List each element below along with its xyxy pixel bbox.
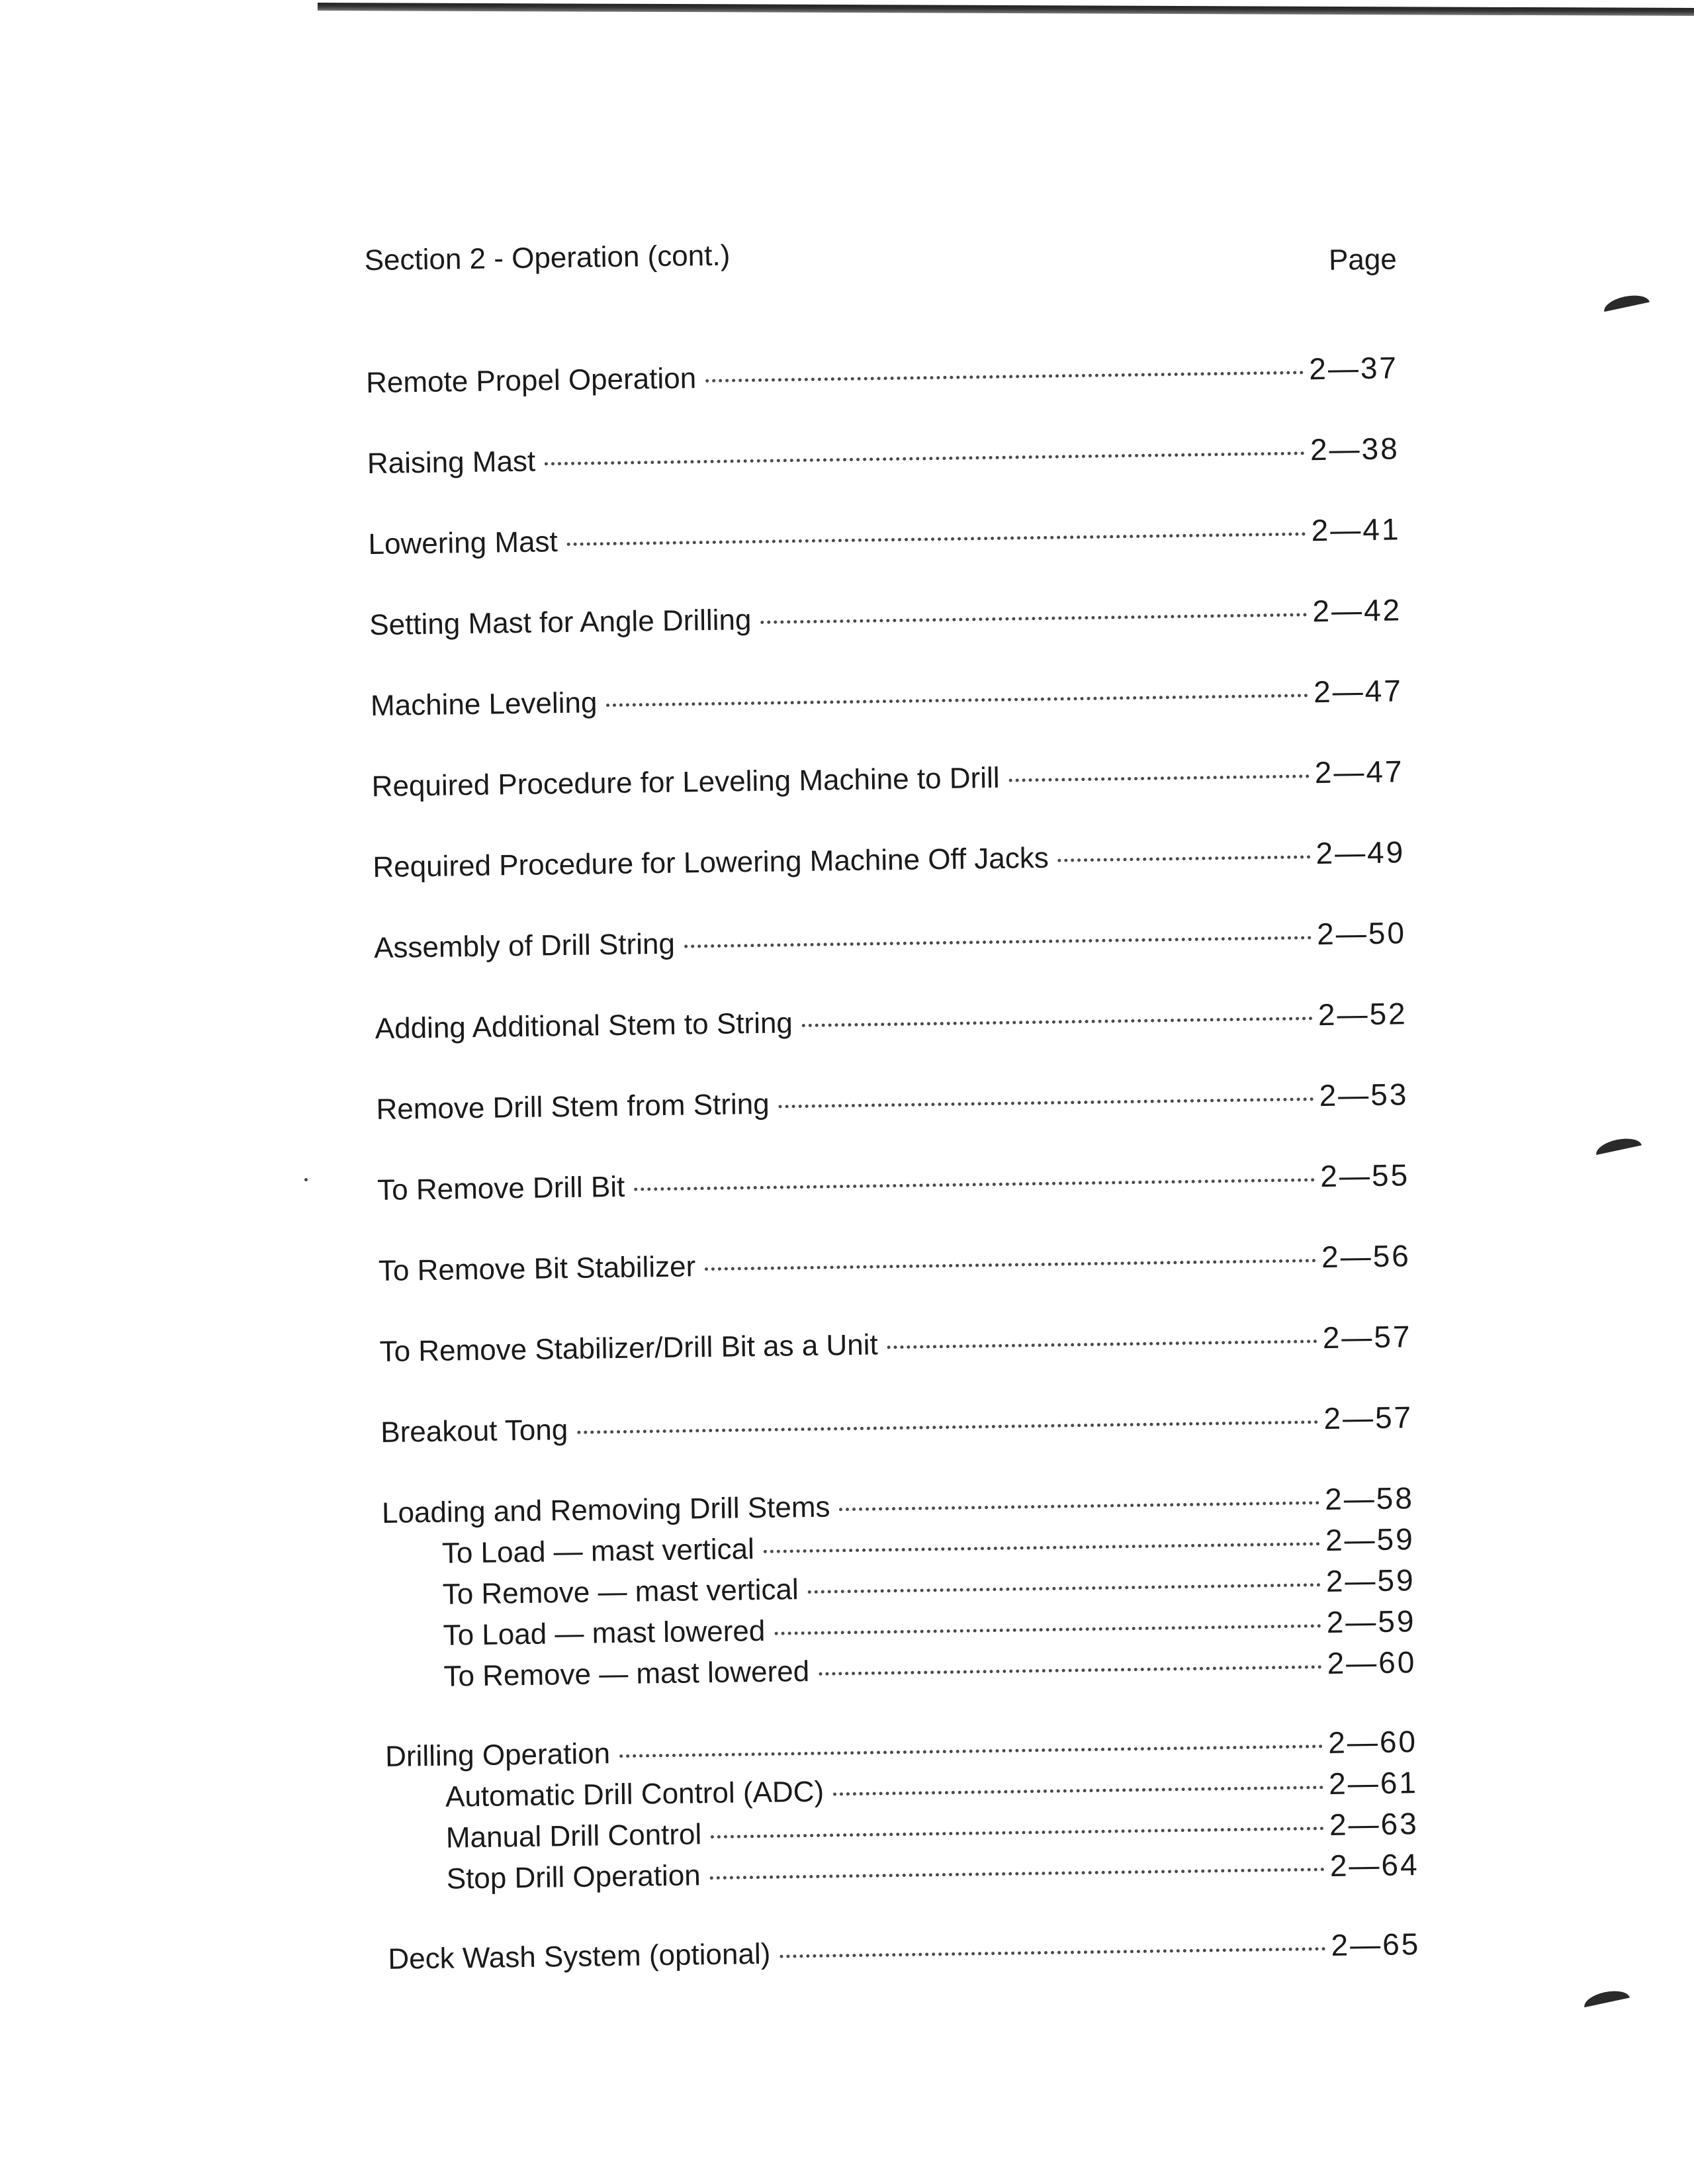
toc-entry-title: Automatic Drill Control (ADC) — [445, 1775, 825, 1813]
toc-entry-page: 2—37 — [1308, 350, 1399, 387]
toc-entry-title: Lowering Mast — [368, 525, 558, 561]
toc-entry-page: 2—60 — [1327, 1724, 1418, 1760]
toc-entry-page: 2—42 — [1312, 592, 1402, 629]
toc-entry-page: 2—60 — [1327, 1645, 1417, 1681]
toc-entry — [331, 670, 1404, 727]
toc-entry-page: 2—49 — [1315, 835, 1405, 871]
toc-entry — [339, 1316, 1412, 1373]
dot-leader — [760, 613, 1307, 624]
toc-entry-page: 2—41 — [1311, 512, 1401, 548]
toc-entry — [333, 832, 1405, 888]
scan-speck — [304, 1178, 308, 1181]
toc-entry-page: 2—59 — [1325, 1563, 1415, 1599]
toc-entry-page: 2—55 — [1319, 1158, 1410, 1194]
dot-leader — [1009, 774, 1310, 782]
dot-leader — [606, 694, 1308, 707]
toc-entry-title: Deck Wash System (optional) — [388, 1937, 771, 1976]
toc-entry-title: Manual Drill Control — [445, 1818, 702, 1854]
toc-entry-title: Adding Additional Stem to String — [375, 1007, 793, 1046]
dot-leader — [545, 451, 1305, 465]
toc-entry-title: Required Procedure for Leveling Machine to Drill — [371, 761, 1000, 803]
scan-border-line — [318, 3, 1694, 16]
toc-entry-title: Setting Mast for Angle Drilling — [369, 604, 752, 642]
toc-entry-page: 2—47 — [1313, 673, 1404, 709]
toc-entry-page: 2—57 — [1322, 1319, 1412, 1355]
dot-leader — [705, 371, 1304, 383]
toc-entry — [337, 1155, 1410, 1211]
dot-leader — [802, 1017, 1313, 1027]
toc-entry-page: 2—64 — [1329, 1847, 1419, 1884]
toc-entry-title: To Remove Bit Stabilizer — [378, 1250, 696, 1288]
toc-entry-title: Required Procedure for Lowering Machine Off Jacks — [373, 841, 1049, 884]
toc-entries — [326, 347, 1421, 1979]
dot-leader — [705, 1259, 1316, 1271]
dot-leader — [577, 1420, 1318, 1434]
toc-entry-page: 2—58 — [1324, 1480, 1415, 1517]
dot-leader — [619, 1745, 1323, 1758]
toc-entry — [332, 751, 1404, 807]
dot-leader — [764, 1542, 1320, 1553]
toc-entry — [341, 1397, 1413, 1453]
toc-entry — [328, 509, 1401, 565]
toc-entry-page: 2—63 — [1329, 1806, 1419, 1843]
dot-leader — [780, 1947, 1325, 1958]
toc-entry-page: 2—56 — [1321, 1238, 1411, 1275]
toc-entry — [335, 993, 1407, 1050]
toc-entry-title: Drilling Operation — [384, 1737, 611, 1773]
binder-hole-mark — [1594, 1135, 1642, 1155]
toc-entry — [327, 428, 1400, 484]
toc-entry — [330, 590, 1402, 646]
toc-header — [324, 216, 1398, 324]
toc-entry-title: Remove Drill Stem from String — [376, 1087, 770, 1126]
dot-leader — [711, 1827, 1324, 1839]
toc-entry-title: To Load — mast vertical — [441, 1533, 755, 1570]
toc-entry — [339, 1236, 1411, 1292]
toc-entry-page: 2—57 — [1323, 1400, 1413, 1436]
toc-entry-title: Stop Drill Operation — [446, 1859, 701, 1895]
toc-entry-title: Assembly of Drill String — [373, 927, 676, 965]
dot-leader — [1058, 855, 1311, 862]
toc-entry — [348, 1924, 1421, 1980]
dot-leader — [774, 1624, 1321, 1635]
toc-entry-page: 2—61 — [1328, 1765, 1419, 1801]
toc-entry-title: To Load — mast lowered — [443, 1614, 766, 1652]
toc-entry — [336, 1074, 1409, 1130]
toc-entry-title: Raising Mast — [367, 445, 536, 480]
binder-hole-mark — [1602, 292, 1650, 312]
toc-entry-title: To Remove — mast vertical — [442, 1573, 799, 1611]
toc-page — [324, 216, 1421, 2019]
toc-entry-page: 2—65 — [1331, 1927, 1421, 1963]
toc-entry-page: 2—59 — [1326, 1604, 1416, 1640]
toc-entry — [334, 913, 1407, 969]
toc-entry-page: 2—59 — [1325, 1522, 1415, 1558]
dot-leader — [808, 1583, 1321, 1594]
toc-entry-page: 2—52 — [1317, 996, 1408, 1032]
toc-entry-title: To Remove Stabilizer/Drill Bit as a Unit — [379, 1328, 879, 1368]
dot-leader — [887, 1340, 1317, 1349]
toc-entry-title: Loading and Removing Drill Stems — [381, 1490, 830, 1529]
dot-leader — [634, 1178, 1315, 1191]
toc-entry-title: Machine Leveling — [370, 686, 598, 723]
dot-leader — [710, 1868, 1325, 1880]
page-column-label: Page — [1328, 243, 1398, 277]
toc-entry-page: 2—38 — [1310, 431, 1400, 467]
section-title: Section 2 - Operation (cont.) — [364, 239, 731, 277]
toc-entry-page: 2—50 — [1316, 915, 1407, 952]
binder-hole-mark — [1582, 1987, 1630, 2007]
toc-entry-title: To Remove — mast lowered — [443, 1655, 810, 1693]
toc-entry-title: To Remove Drill Bit — [377, 1170, 625, 1207]
dot-leader — [833, 1786, 1323, 1796]
toc-entry — [326, 347, 1399, 404]
dot-leader — [684, 936, 1312, 948]
dot-leader — [839, 1501, 1319, 1511]
dot-leader — [567, 532, 1306, 546]
toc-entry-page: 2—47 — [1314, 754, 1404, 790]
dot-leader — [779, 1097, 1314, 1108]
dot-leader — [819, 1665, 1322, 1676]
toc-entry-title: Remote Propel Operation — [365, 362, 697, 400]
toc-entry-page: 2—53 — [1319, 1077, 1409, 1113]
toc-entry-title: Breakout Tong — [380, 1414, 568, 1449]
